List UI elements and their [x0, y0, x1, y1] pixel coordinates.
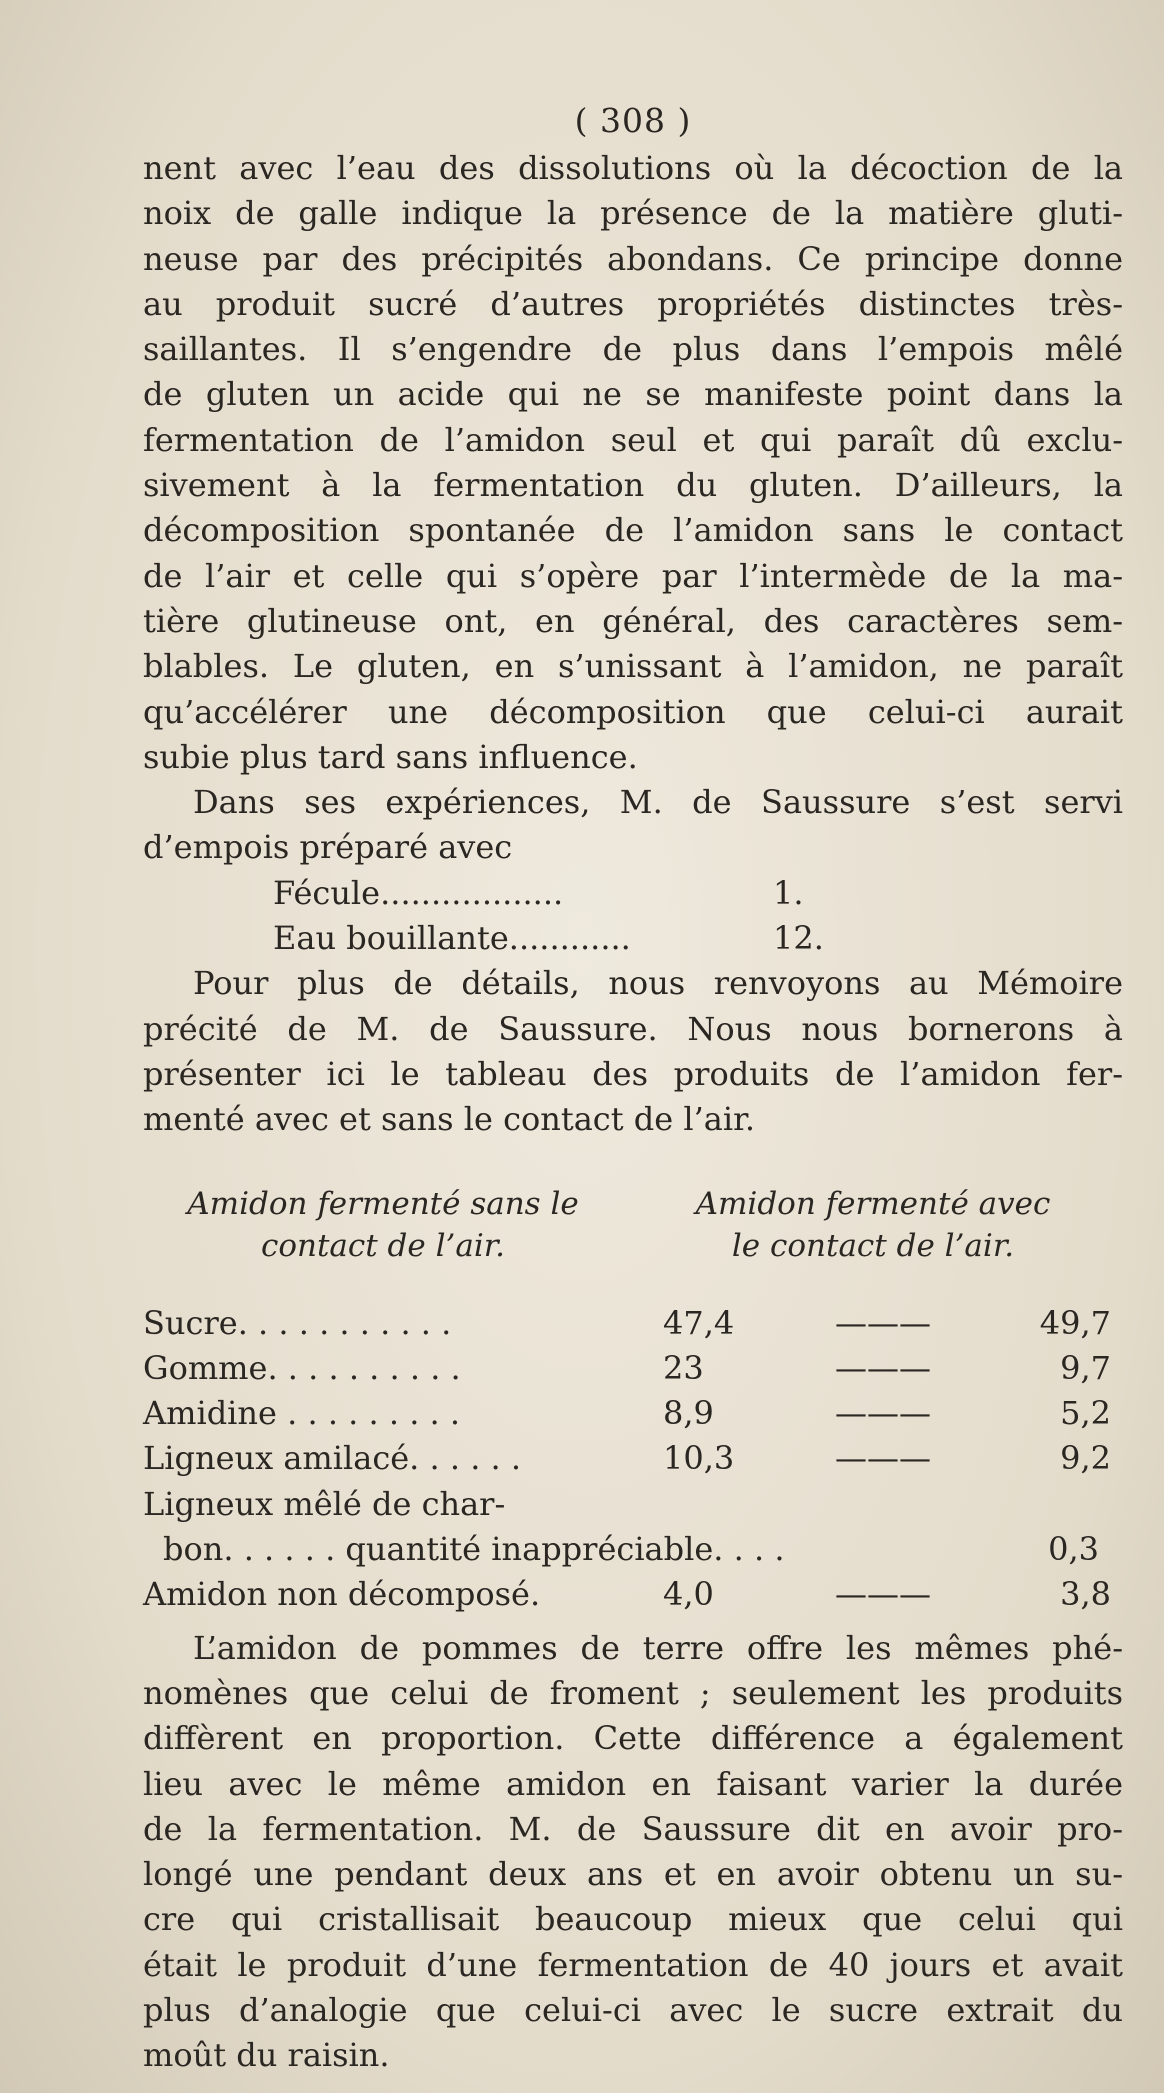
table-row	[143, 1482, 1123, 1527]
text-line: neuse par des précipités abondans. Ce principe donne	[143, 239, 1123, 278]
text-line: longé une pendant deux ans et en avoir obtenu un su-	[143, 1855, 1123, 1894]
text-line: lieu avec le même amidon en faisant varier la durée	[143, 1764, 1123, 1803]
text-line: diffèrent en proportion. Cette différence a également	[143, 1719, 1123, 1758]
text-line: L’amidon de pommes de terre offre les mêmes phé-	[193, 1628, 1123, 1667]
page-number: ( 308 )	[574, 101, 692, 140]
recipe-row	[273, 871, 913, 916]
text-line: sivement à la fermentation du gluten. D’ailleurs, la	[143, 466, 1123, 505]
row-label: Amidine . . . . . . . . .	[143, 1394, 461, 1433]
recipe-ingredient: Fécule..................	[273, 873, 564, 912]
text-line: de l’air et celle qui s’opère par l’intermède de la ma-	[143, 556, 1123, 595]
text-line: qu’accélérer une décomposition que celui-ci aurait	[143, 692, 1123, 731]
row-dash: ———	[835, 1394, 931, 1433]
table-row	[143, 1436, 1123, 1481]
row-dash: ———	[835, 1348, 931, 1387]
row-label: Sucre. . . . . . . . . . .	[143, 1303, 452, 1342]
value-without-air: 8,9	[663, 1394, 714, 1433]
header-line: contact de l’air.	[260, 1227, 506, 1264]
value-without-air: 47,4	[663, 1303, 735, 1342]
text-line: blables. Le gluten, en s’unissant à l’amidon, ne paraît	[143, 647, 1123, 686]
page-content	[143, 96, 1123, 2079]
row-label: bon. . . . . . quantité inappréciable. . . .	[163, 1530, 785, 1569]
text-line: subie plus tard sans influence.	[143, 737, 638, 776]
value-with-air: 9,7	[1060, 1348, 1111, 1387]
row-dash: ———	[835, 1439, 931, 1478]
text-line: était le produit d’une fermentation de 40 jours et avait	[143, 1945, 1123, 1984]
text-line: plus d’analogie que celui-ci avec le sucre extrait du	[143, 1990, 1123, 2029]
text-line: fermentation de l’amidon seul et qui paraît dû exclu-	[143, 420, 1123, 459]
table-row	[143, 1572, 1123, 1617]
value-with-air: 0,3	[1048, 1530, 1099, 1569]
text-line: moût du raisin.	[143, 2036, 390, 2075]
table-row	[143, 1301, 1123, 1346]
products-table	[143, 1301, 1123, 1618]
text-line: de gluten un acide qui ne se manifeste point dans la	[143, 375, 1123, 414]
recipe-row	[273, 916, 913, 961]
text-line: Pour plus de détails, nous renvoyons au Mémoire	[193, 964, 1123, 1003]
value-with-air: 3,8	[1060, 1575, 1111, 1614]
value-without-air: 10,3	[663, 1439, 735, 1478]
header-line: Amidon fermenté avec	[695, 1185, 1051, 1222]
text-line: de la fermentation. M. de Saussure dit en avoir pro-	[143, 1809, 1123, 1848]
text-line: saillantes. Il s’engendre de plus dans l’empois mêlé	[143, 330, 1123, 369]
text-line: présenter ici le tableau des produits de l’amidon fer-	[143, 1054, 1123, 1093]
value-with-air: 5,2	[1060, 1394, 1111, 1433]
header-line: Amidon fermenté sans le	[187, 1185, 579, 1222]
value-without-air: 23	[663, 1348, 704, 1387]
text-line: cre qui cristallisait beaucoup mieux que celui qui	[143, 1900, 1123, 1939]
recipe-list	[143, 871, 913, 962]
text-line: tière glutineuse ont, en général, des caractères sem-	[143, 601, 1123, 640]
text-line: menté avec et sans le contact de l’air.	[143, 1100, 756, 1139]
value-with-air: 49,7	[1039, 1303, 1111, 1342]
row-label: Ligneux amilacé. . . . . .	[143, 1439, 522, 1478]
row-label: Ligneux mêlé de char-	[143, 1484, 506, 1523]
row-label: Amidon non décomposé.	[143, 1575, 541, 1614]
text-line: nomènes que celui de froment ; seulement les produits	[143, 1673, 1123, 1712]
text-line: noix de galle indique la présence de la matière gluti-	[143, 194, 1123, 233]
recipe-quantity: 1.	[773, 873, 804, 912]
paragraph-3	[143, 961, 1123, 1142]
recipe-quantity: 12.	[773, 919, 824, 958]
text-line: nent avec l’eau des dissolutions où la décoction de la	[143, 149, 1123, 187]
text-line: décomposition spontanée de l’amidon sans le contact	[143, 511, 1123, 550]
table-header	[143, 1183, 1123, 1267]
text-line: précité de M. de Saussure. Nous nous bornerons à	[143, 1009, 1123, 1048]
header-with-air	[653, 1183, 1093, 1267]
paragraph-1	[143, 146, 1123, 780]
header-without-air	[143, 1183, 623, 1267]
row-dash: ———	[835, 1575, 931, 1614]
value-without-air: 4,0	[663, 1575, 714, 1614]
table-row	[143, 1527, 1123, 1572]
table-row	[143, 1346, 1123, 1391]
row-label: Gomme. . . . . . . . . .	[143, 1348, 461, 1387]
text-line: Dans ses expériences, M. de Saussure s’est servi	[193, 783, 1123, 822]
recipe-ingredient: Eau bouillante............	[273, 919, 631, 958]
paragraph-4	[143, 1626, 1123, 2079]
row-dash: ———	[835, 1303, 931, 1342]
text-line: au produit sucré d’autres propriétés distinctes très-	[143, 284, 1123, 323]
paragraph-2	[143, 780, 1123, 871]
header-line: le contact de l’air.	[731, 1227, 1015, 1264]
value-with-air: 9,2	[1060, 1439, 1111, 1478]
text-line: d’empois préparé avec	[143, 828, 513, 867]
table-row	[143, 1391, 1123, 1436]
